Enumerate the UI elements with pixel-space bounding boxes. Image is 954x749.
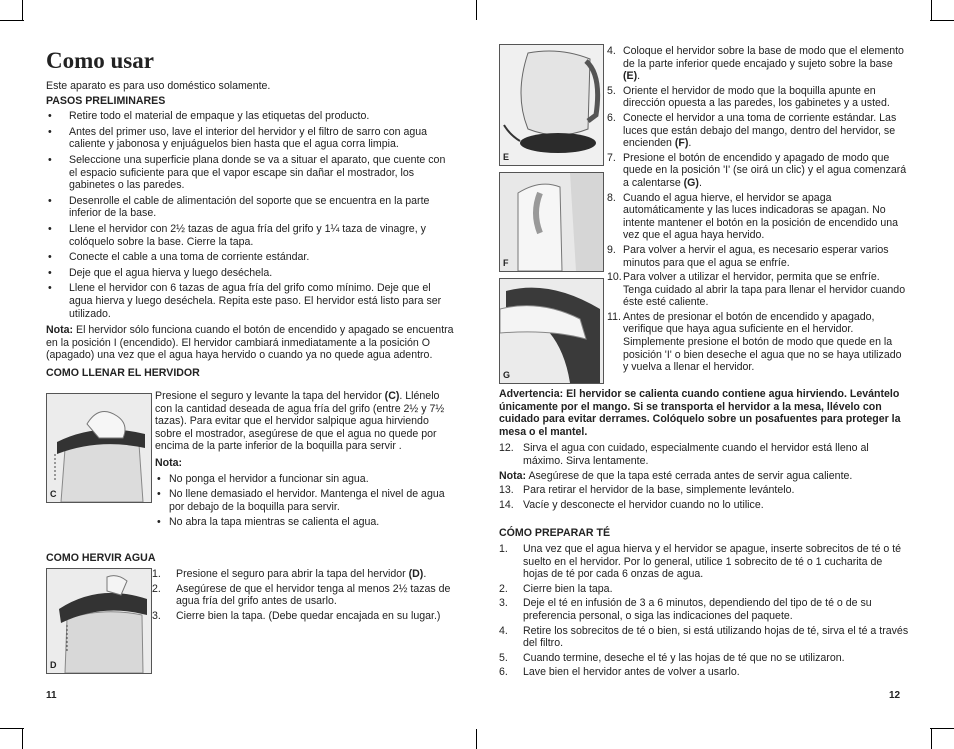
figure-g [499,278,604,384]
tea-heading: CÓMO PREPARAR TÉ [499,527,611,540]
step-number: 3. [499,597,508,610]
list-item [499,499,909,512]
step-text: Asegúrese de que el hervidor tenga al menos 2½ tazas de agua fría del grifo antes de usarlo. [176,582,451,608]
step-text: Lave bien el hervidor antes de volver a usarlo. [523,666,740,679]
figure-e [499,44,604,166]
list-item [152,583,452,608]
note-paragraph [499,470,909,483]
list-item: • No llene demasiado el hervidor. Mantenga el nivel de agua por debajo de la boquilla para servir. [155,488,455,513]
list-item: • Conecte el cable a una toma de corriente estándar. [46,251,456,264]
step-text: Para volver a utilizar el hervidor, permita que se enfríe. Tenga cuidado al abrir la tapa para llenar el hervidor cuando éste esté caliente. [623,271,906,309]
power-switch-illustration [500,279,603,383]
list-item [499,543,909,581]
page-number: 11 [46,690,57,701]
fill-note-label: Nota: [155,456,183,469]
step-number: 6. [499,666,508,679]
crop-mark [22,0,23,20]
list-item [499,583,909,596]
step-text: Vacíe y desconecte el hervidor cuando no lo utilice. [523,498,764,511]
list-item [607,152,909,190]
note-label: Nota: [499,469,527,482]
crop-mark [0,20,24,21]
list-item: • Retire todo el material de empaque y las etiquetas del producto. [46,110,456,123]
list-item [607,45,909,83]
step-number: 7. [607,151,616,164]
list-item: • Llene el hervidor con 6 tazas de agua fría del grifo como mínimo. Deje que el agua hierva y luego deséchela. Repita este paso. El hervidor está listo para ser utilizado. [46,282,456,320]
note-paragraph [46,324,456,362]
fig-ref: (E) [623,70,638,83]
step-text: Cuando el agua hierve, el hervidor se apaga automáticamente y las luces indicadoras se apagan. No intente mantener el botón en la posición de encendido una vez que el agua haya hervido. [623,191,899,242]
step-text-end: . [688,137,692,150]
figure-label: D [50,660,57,671]
step-number: 14. [499,498,514,511]
intro-text: Este aparato es para uso doméstico solamente. [46,80,271,92]
fill-text-start: Presione el seguro y levante la tapa del hervidor [155,390,385,402]
step-number: 5. [499,651,508,664]
list-item [499,484,909,497]
page-title: Como usar [46,48,154,73]
step-text: Sirva el agua con cuidado, especialmente cuando el hervidor está lleno al máximo. Sirva lentamente. [523,442,869,467]
step-number: 1. [152,568,161,580]
kettle-base-illustration [500,45,603,165]
list-item [499,597,909,622]
note-label: Nota: [46,324,74,337]
fig-ref: (G) [683,176,699,189]
step-number: 13. [499,484,514,497]
figure-c [46,393,152,503]
kettle-open-illustration [47,569,151,673]
list-item [499,666,909,679]
figure-label: E [503,152,510,163]
step-number: 10. [607,271,622,284]
fig-ref: (F) [674,137,689,150]
list-item [152,610,452,623]
list-item: • Deje que el agua hierva y luego deséchela. [46,267,456,280]
kettle-lid-illustration [47,394,151,502]
crop-mark [0,728,24,729]
step-text: Cuando termine, deseche el té y las hojas de té que no se utilizaron. [523,651,845,664]
step-text: Conecte el hervidor a una toma de corriente estándar. Las luces que están debajo del mango, dentro del hervidor, se encienden [623,111,897,150]
list-item [499,652,909,665]
step-number: 12. [499,442,514,455]
step-number: 8. [607,191,616,204]
step-number: 5. [607,84,616,97]
list-item [607,192,909,242]
step-number: 9. [607,243,616,256]
step-text: Coloque el hervidor sobre la base de modo que el elemento de la parte inferior quede encajado y sujeto sobre la base [623,45,904,70]
step-text: Una vez que el agua hierva y el hervidor se apague, inserte sobrecitos de té o té suelto en el hervidor. Por lo general, utilice 1 sobrecito de té o 1 cucharita de hojas de té por cada 6 onzas de agua. [523,542,902,581]
crop-mark [931,0,932,20]
step-text: Deje el té en infusión de 3 a 6 minutos, dependiendo del tipo de té o de su preferencia personal, o siga las indicaciones del paquete. [523,597,872,622]
kettle-lights-illustration [500,173,603,271]
boil-steps [152,566,452,624]
crop-mark [930,20,954,21]
step-text: Presione el seguro para abrir la tapa del hervidor [176,568,409,580]
crop-mark [930,728,954,729]
step-number: 4. [607,45,616,57]
step-number: 3. [152,609,161,622]
step-number: 2. [152,582,161,595]
list-item [607,244,909,269]
fig-ref: (D) [408,568,424,580]
list-item: • No ponga el hervidor a funcionar sin agua. [155,473,455,486]
step-text: Cierre bien la tapa. (Debe quedar encajada en su lugar.) [176,609,441,622]
right-steps [607,45,909,376]
list-item: • No abra la tapa mientras se calienta el agua. [155,516,455,529]
step-text-end: . [637,70,641,83]
list-item: • Antes del primer uso, lave el interior del hervidor y el filtro de sarro con agua caliente y jabonosa y enjuáguelos bien hasta que el agua corra limpia. [46,126,456,151]
left-page [46,48,456,379]
list-item: • Llene el hervidor con 2½ tazas de agua fría del grifo y 1¼ taza de vinagre, y colóquelo sobre la base. Cierre la tapa. [46,223,456,248]
prelim-heading: PASOS PRELIMINARES [46,94,166,107]
step-text: Retire los sobrecitos de té o bien, si está utilizando hojas de té, sirva el té a través del filtro. [523,624,909,650]
prelim-list [46,110,456,320]
fill-text-end: . Llénelo con la cantidad deseada de agua fría del grifo (entre 2½ y 7½ tazas). Para evitar que el hervidor salpique agua hirviendo sobre el mostrador, asegúrese de que el agua no quede por encima de la parte inferior de la boquilla para servir . [155,390,445,453]
step-text: Presione el botón de encendido y apagado de modo que quede en la posición 'I' (se oirá un clic) y el agua comenzará a calentarse [623,151,907,189]
page-number: 12 [889,690,901,701]
step-text: Antes de presionar el botón de encendido y apagado, verifique que haya agua suficiente en el hervidor. Simplemente presione el botón de modo que quede en la posición 'I' o bien deseche el agua que no se haya utilizado y vuelva a llenar el hervidor. [623,310,902,374]
list-item [607,112,909,150]
right-lower [499,388,909,681]
list-item: • Seleccione una superficie plana donde se va a situar el aparato, que cuente con el espacio suficiente para que el vapor escape sin dañar el mostrador, los gabinetes o las paredes. [46,154,456,192]
fig-ref: (C) [384,390,400,402]
figure-label: F [503,258,509,269]
list-item [607,271,909,309]
list-item [499,625,909,650]
step-text: Para volver a hervir el agua, es necesario esperar varios minutos para que el agua se enfríe. [623,243,889,269]
note-text: El hervidor sólo funciona cuando el botón de encendido y apagado se encuentra en la posición I (encendido). El hervidor cambiará inmediatamente a la posición O (apagado) una vez que el agua haya hervido o cuando ya no quede agua adentro. [46,324,454,362]
crop-mark [931,729,932,749]
figure-label: G [503,370,511,381]
list-item [152,568,452,581]
fill-text [155,390,455,453]
step-number: 4. [499,624,508,637]
figure-label: C [50,489,57,500]
list-item: • Desenrolle el cable de alimentación del soporte que se encuentra en la parte inferior de la base. [46,195,456,220]
list-item [607,311,909,374]
list-item [607,85,909,110]
step-text: Para retirar el hervidor de la base, simplemente levántelo. [523,484,795,497]
step-number: 2. [499,582,508,595]
note-text: Asegúrese de que la tapa esté cerrada antes de servir agua caliente. [528,469,853,482]
step-number: 11. [607,310,621,323]
step-text-end: . [698,176,702,189]
step-text-end: . [423,568,427,580]
crop-mark [22,729,23,749]
figure-f [499,172,604,272]
list-item [499,442,909,467]
step-number: 1. [499,542,508,555]
step-text: Oriente el hervidor de modo que la boquilla apunte en dirección opuesta a las paredes, los gabinetes y a usted. [623,84,890,110]
figure-d [46,568,152,674]
warning-text: Advertencia: El hervidor se calienta cuando contiene agua hirviendo. Levántelo únicamente por el mango. Si se transporta el hervidor a la mesa, llévelo con cuidado para evitar derrames. Colóquelo sobre un posafuentes para proteger la mesa o el mantel. [499,388,901,438]
crop-mark [476,729,477,749]
step-text: Cierre bien la tapa. [523,582,613,595]
step-number: 6. [607,111,616,124]
fill-text-block [155,390,455,532]
boil-heading: COMO HERVIR AGUA [46,552,156,564]
fill-heading: COMO LLENAR EL HERVIDOR [46,366,200,379]
crop-mark [476,0,477,20]
